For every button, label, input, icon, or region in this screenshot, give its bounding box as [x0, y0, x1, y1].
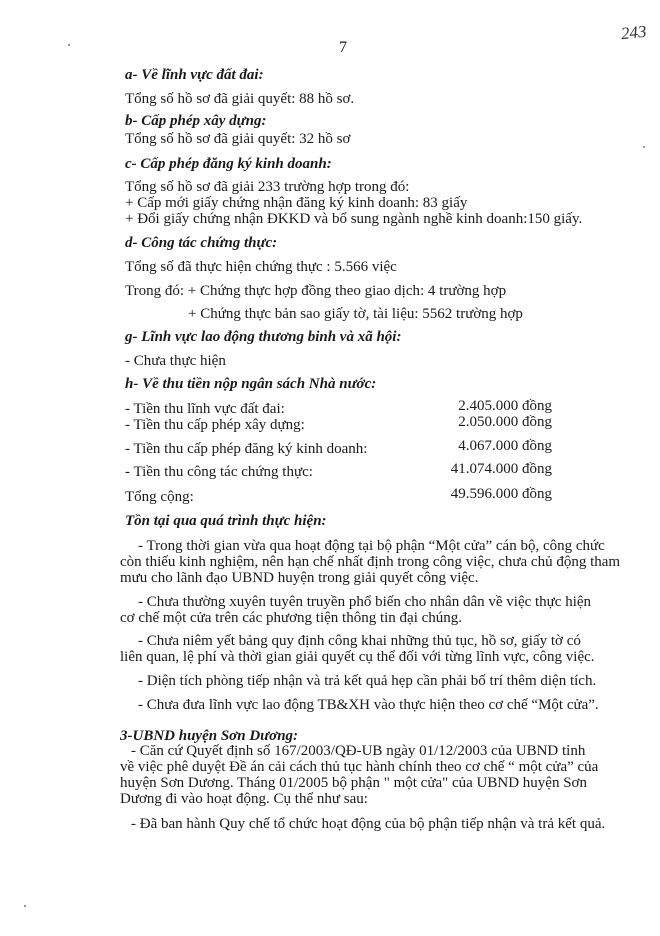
fee-amount-certification: 41.074.000 đồng: [450, 461, 552, 477]
issue-line: - Chưa thường xuyên tuyên truyền phổ biến cho nhân dân về việc thực hiện: [138, 594, 592, 610]
son-duong-line: - Đã ban hành Quy chế tổ chức hoạt động của bộ phận tiếp nhận và trả kết quả.: [131, 816, 606, 832]
heading-business: c- Cấp phép đăng ký kinh doanh:: [125, 156, 332, 172]
heading-budget: h- Về thu tiền nộp ngân sách Nhà nước:: [125, 376, 377, 392]
issue-line: mưu cho lãnh đạo UBND huyện trong giải quyết công việc.: [120, 570, 479, 586]
fee-amount-land: 2.405.000 đồng: [458, 398, 552, 414]
business-change: + Đổi giấy chứng nhận ĐKKD và bổ sung ngành nghề kinh doanh:150 giấy.: [125, 211, 583, 227]
heading-land: a- Về lĩnh vực đất đai:: [125, 67, 264, 83]
fee-amount-construction: 2.050.000 đồng: [458, 414, 552, 430]
fee-row-construction: - Tiền thu cấp phép xây dựng:: [125, 417, 305, 433]
heading-issues: Tồn tại qua quá trình thực hiện:: [125, 513, 327, 529]
handwritten-page-mark: 243: [620, 21, 648, 44]
issue-line: cơ chế một cửa trên các phương tiện thông tin đại chúng.: [120, 610, 463, 626]
fee-row-total: Tổng cộng:: [125, 489, 194, 505]
certification-contracts: Trong đó: + Chứng thực hợp đồng theo giao dịch: 4 trường hợp: [125, 283, 507, 299]
issue-line: - Trong thời gian vừa qua hoạt động tại bộ phận “Một cửa” cán bộ, công chức: [138, 538, 605, 554]
issue-line: - Chưa niêm yết bảng quy định công khai những thủ tục, hồ sơ, giấy tờ có: [138, 633, 581, 649]
certification-total: Tổng số đã thực hiện chứng thực : 5.566 việc: [125, 259, 397, 275]
heading-son-duong: 3-UBND huyện Sơn Dương:: [120, 728, 299, 744]
issue-line: - Diện tích phòng tiếp nhận và trả kết quả hẹp cần phải bố trí thêm diện tích.: [138, 673, 597, 689]
page-number: 7: [339, 39, 347, 56]
fee-amount-business: 4.067.000 đồng: [458, 438, 552, 454]
heading-certification: d- Công tác chứng thực:: [125, 235, 278, 251]
son-duong-line: về việc phê duyệt Đề án cải cách thủ tục hành chính theo cơ chế “ một cửa” của: [120, 759, 599, 775]
issue-line: - Chưa đưa lĩnh vực lao động TB&XH vào thực hiện theo cơ chế “Một cửa”.: [138, 697, 599, 713]
land-total: Tổng số hồ sơ đã giải quyết: 88 hồ sơ.: [125, 91, 355, 107]
fee-amount-total: 49.596.000 đồng: [450, 486, 552, 502]
issue-line: còn thiếu kinh nghiệm, nên hạn chế nhất định trong công việc, chưa chủ động tham: [120, 554, 621, 570]
labour-status: - Chưa thực hiện: [125, 353, 226, 369]
business-new: + Cấp mới giấy chứng nhận đăng ký kinh doanh: 83 giấy: [125, 195, 468, 211]
scan-speck: [643, 146, 645, 148]
construction-total: Tổng số hồ sơ đã giải quyết: 32 hồ sơ: [125, 131, 351, 147]
son-duong-line: huyện Sơn Dương. Tháng 01/2005 bộ phận " một cửa" của UBND huyện Sơn: [120, 775, 587, 791]
heading-labour: g- Lĩnh vực lao động thương binh và xã hội:: [125, 329, 402, 345]
scan-speck: [24, 905, 26, 907]
business-total: Tổng số hồ sơ đã giải 233 trường hợp trong đó:: [125, 179, 410, 195]
fee-row-land: - Tiền thu lĩnh vực đất đai:: [125, 401, 285, 417]
certification-copies: + Chứng thực bản sao giấy tờ, tài liệu: 5562 trường hợp: [188, 306, 523, 322]
heading-construction: b- Cấp phép xây dựng:: [125, 113, 267, 129]
son-duong-line: - Căn cứ Quyết định số 167/2003/QĐ-UB ngày 01/12/2003 của UBND tỉnh: [131, 743, 586, 759]
issue-line: liên quan, lệ phí và thời gian giải quyết cụ thể đối với từng lĩnh vực, công việc.: [120, 649, 595, 665]
scan-speck: [68, 44, 70, 46]
fee-row-certification: - Tiền thu công tác chứng thực:: [125, 464, 313, 480]
fee-row-business: - Tiền thu cấp phép đăng ký kinh doanh:: [125, 441, 368, 457]
son-duong-line: Dương đi vào hoạt động. Cụ thể như sau:: [120, 791, 368, 807]
